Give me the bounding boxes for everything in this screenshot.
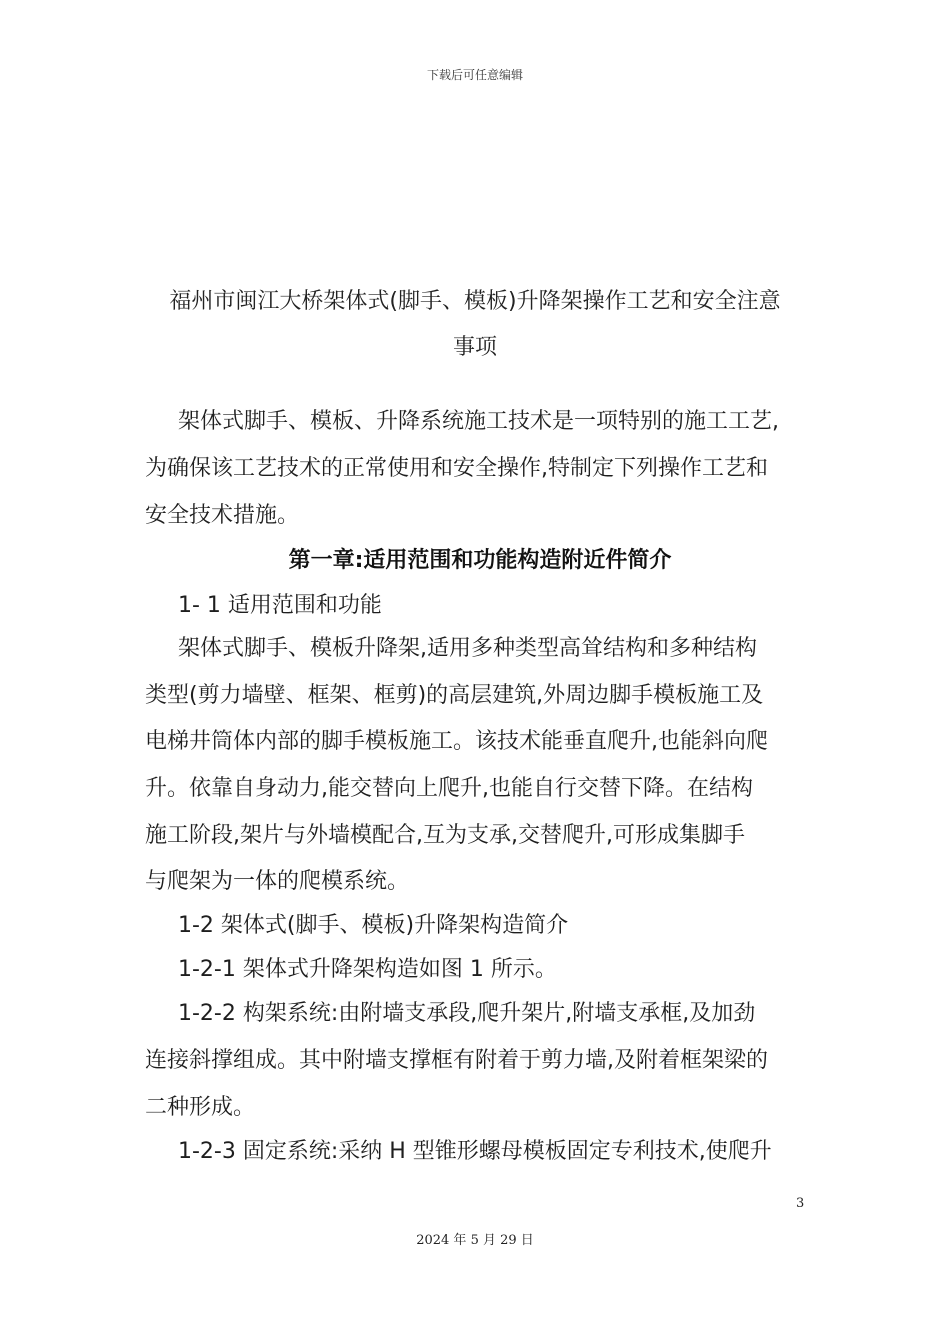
section-1-2-2-line-3: 二种形成。	[145, 1095, 256, 1120]
page-number: 3	[796, 1196, 805, 1211]
section-1-1-line-3: 电梯井筒体内部的脚手模板施工。该技术能垂直爬升,也能斜向爬	[145, 729, 768, 754]
header-note: 下载后可任意编辑	[426, 68, 523, 82]
intro-line-3: 安全技术措施。	[145, 503, 300, 528]
section-1-2-2-line-2: 连接斜撑组成。其中附墙支撑框有附着于剪力墙,及附着框架梁的	[145, 1048, 768, 1073]
section-1-2-heading: 1-2 架体式(脚手、模板)升降架构造简介	[178, 913, 569, 938]
footer-date: 2024 年 5 月 29 日	[416, 1233, 534, 1248]
section-1-1-line-6: 与爬架为一体的爬模系统。	[145, 869, 410, 894]
section-1-1-line-4: 升。依靠自身动力,能交替向上爬升,也能自行交替下降。在结构	[145, 776, 753, 801]
section-1-2-3: 1-2-3 固定系统:采纳 H 型锥形螺母模板固定专利技术,使爬升	[178, 1139, 772, 1164]
section-1-1-heading: 1- 1 适用范围和功能	[178, 593, 382, 618]
section-1-2-2-line-1: 1-2-2 构架系统:由附墙支承段,爬升架片,附墙支承框,及加劲	[178, 1001, 756, 1026]
document-title-line-2: 事项	[452, 335, 497, 360]
section-1-1-line-1: 架体式脚手、模板升降架,适用多种类型高耸结构和多种结构	[178, 636, 757, 661]
intro-line-1: 架体式脚手、模板、升降系统施工技术是一项特别的施工工艺,	[178, 409, 779, 434]
intro-line-2: 为确保该工艺技术的正常使用和安全操作,特制定下列操作工艺和	[145, 456, 768, 481]
document-title-line-1: 福州市闽江大桥架体式(脚手、模板)升降架操作工艺和安全注意	[169, 289, 781, 314]
chapter-heading: 第一章:适用范围和功能构造附近件简介	[288, 548, 672, 573]
section-1-2-1: 1-2-1 架体式升降架构造如图 1 所示。	[178, 957, 557, 982]
section-1-1-line-5: 施工阶段,架片与外墙模配合,互为支承,交替爬升,可形成集脚手	[145, 823, 745, 848]
section-1-1-line-2: 类型(剪力墙壁、框架、框剪)的高层建筑,外周边脚手模板施工及	[145, 683, 764, 708]
